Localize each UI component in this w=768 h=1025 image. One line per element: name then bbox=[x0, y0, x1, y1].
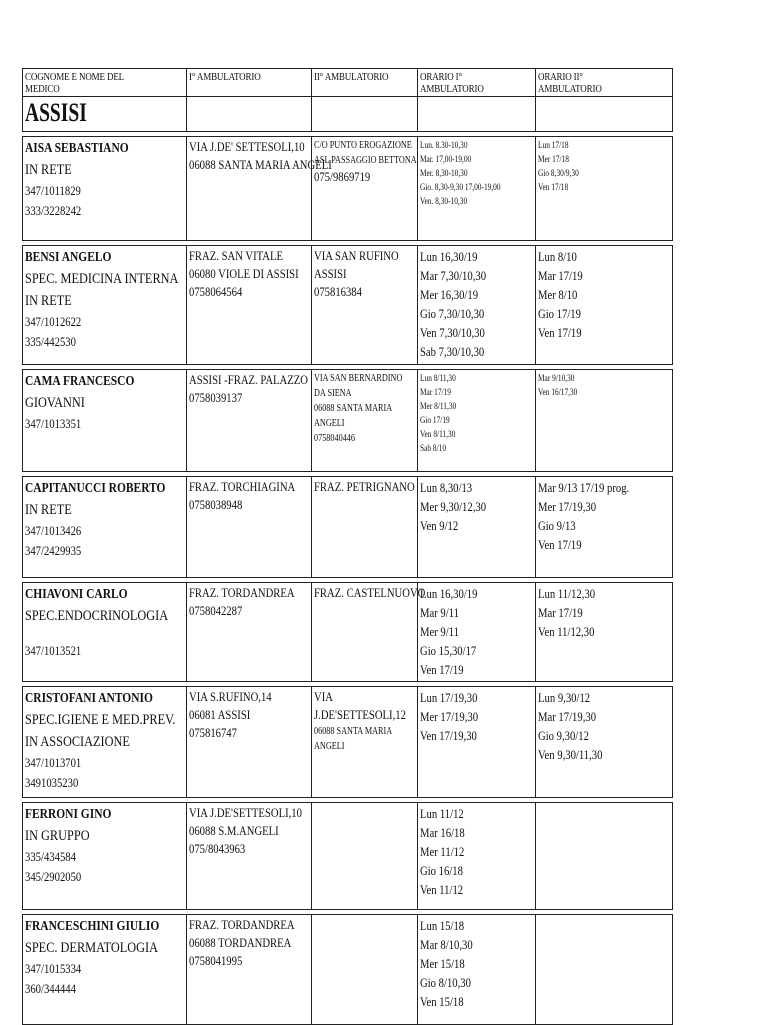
doctor-info: SPEC.IGIENE E MED.PREV. bbox=[25, 712, 176, 728]
city-empty-cell bbox=[187, 97, 312, 132]
orario1-line: Mer 16,30/19 bbox=[420, 287, 479, 302]
table-row bbox=[23, 803, 673, 910]
orario2-line: Mer 17/19,30 bbox=[538, 499, 597, 514]
amb2-line: ANGELI bbox=[314, 418, 345, 429]
orario1-line: Ven 8/11,30 bbox=[420, 429, 456, 439]
orario1-line: Mar 7,30/10,30 bbox=[420, 268, 487, 283]
doctor-info: GIOVANNI bbox=[25, 395, 85, 411]
orario1-cell bbox=[418, 687, 536, 798]
amb2-cell bbox=[312, 583, 426, 682]
amb1-line: 075/8043963 bbox=[189, 841, 246, 856]
doctor-name: FERRONI GINO bbox=[25, 807, 112, 822]
city-empty-cell bbox=[418, 97, 536, 132]
orario2-cell bbox=[536, 803, 673, 910]
doctor-name: CHIAVONI CARLO bbox=[25, 587, 128, 602]
orario2-line: Ven 16/17,30 bbox=[538, 387, 578, 397]
amb1-line: 06088 S.M.ANGELI bbox=[189, 823, 279, 838]
doctor-cell bbox=[23, 137, 187, 241]
orario1-line: Gio 15,30/17 bbox=[420, 643, 477, 658]
table-row bbox=[23, 915, 673, 1025]
orario2-cell bbox=[536, 687, 673, 798]
doctor-phone: 347/1011829 bbox=[25, 183, 81, 198]
orario1-line: Ven 17/19 bbox=[420, 662, 464, 677]
orario2-cell bbox=[536, 477, 673, 578]
orario2-line: Gio 9,30/12 bbox=[538, 728, 589, 743]
amb1-line: 0758038948 bbox=[189, 497, 243, 512]
orario2-cell bbox=[536, 370, 673, 472]
orario2-line: Lun 8/10 bbox=[538, 249, 577, 264]
orario1-line: Mer 11/12 bbox=[420, 844, 465, 859]
amb2-cell bbox=[312, 137, 418, 241]
doctor-name: AISA SEBASTIANO bbox=[25, 141, 129, 156]
orario1-line: Lun. 8.30-10,30 bbox=[420, 140, 468, 150]
doctor-name: CRISTOFANI ANTONIO bbox=[25, 691, 153, 706]
doctor-info: IN GRUPPO bbox=[25, 828, 90, 844]
doctor-info: SPEC. DERMATOLOGIA bbox=[25, 940, 159, 956]
amb1-line: 0758039137 bbox=[189, 390, 243, 405]
amb1-line: 06088 SANTA MARIA ANGELI bbox=[189, 157, 332, 172]
orario2-line: Lun 11/12,30 bbox=[538, 586, 596, 601]
doctor-cell bbox=[23, 915, 187, 1025]
doctor-phone: 347/1013701 bbox=[25, 755, 82, 770]
orario1-line: Mer 9/11 bbox=[420, 624, 459, 639]
doctor-cell bbox=[23, 583, 187, 682]
orario2-cell bbox=[536, 583, 673, 682]
orario2-line: Ven 11/12,30 bbox=[538, 624, 595, 639]
amb2-cell bbox=[312, 246, 418, 365]
doctor-info: SPEC. MEDICINA INTERNA bbox=[25, 271, 179, 287]
amb2-line: ASL PASSAGGIO BETTONA bbox=[314, 155, 417, 166]
amb2-line: VIA SAN RUFINO bbox=[314, 248, 399, 263]
amb1-cell bbox=[187, 915, 312, 1025]
orario2-line: Ven 17/19 bbox=[538, 537, 582, 552]
orario2-line: Ven 9,30/11,30 bbox=[538, 747, 603, 762]
amb1-line: FRAZ. TORDANDREA bbox=[189, 917, 295, 932]
doctor-info: IN RETE bbox=[25, 293, 72, 309]
city-cell bbox=[23, 97, 187, 132]
orario1-line: Mar 9/11 bbox=[420, 605, 459, 620]
orario2-line: Ven 17/19 bbox=[538, 325, 582, 340]
amb1-cell bbox=[187, 137, 332, 241]
doctor-phone: 347/1013351 bbox=[25, 416, 82, 431]
table-row bbox=[23, 370, 673, 472]
table-row bbox=[23, 137, 673, 241]
doctor-cell bbox=[23, 803, 187, 910]
doctor-phone: 347/1013521 bbox=[25, 643, 82, 658]
amb1-cell bbox=[187, 370, 312, 472]
doctor-phone: 335/442530 bbox=[25, 334, 76, 349]
amb1-line: 0758064564 bbox=[189, 284, 243, 299]
amb1-line: 06088 TORDANDREA bbox=[189, 935, 292, 950]
amb1-cell bbox=[187, 583, 312, 682]
header-orario1: ORARIO I° AMBULATORIO bbox=[418, 69, 536, 97]
amb2-line: 06088 SANTA MARIA bbox=[314, 726, 393, 737]
orario2-line: Mer 8/10 bbox=[538, 287, 578, 302]
amb2-cell bbox=[312, 370, 418, 472]
doctor-info: IN RETE bbox=[25, 162, 72, 178]
doctor-info: IN ASSOCIAZIONE bbox=[25, 734, 130, 750]
doctor-phone: 347/1012622 bbox=[25, 314, 82, 329]
orario1-line: Lun 15/18 bbox=[420, 918, 465, 933]
doctor-cell bbox=[23, 477, 187, 578]
orario1-line: Gio. 8,30-9,30 17,00-19,00 bbox=[420, 182, 501, 192]
doctor-cell bbox=[23, 370, 187, 472]
orario2-line: Mar 17/19 bbox=[538, 268, 583, 283]
doctor-phone: 347/1015334 bbox=[25, 961, 82, 976]
amb2-line: 06088 SANTA MARIA bbox=[314, 403, 393, 414]
doctor-cell bbox=[23, 687, 187, 798]
amb2-line: ANGELI bbox=[314, 741, 345, 752]
orario1-cell bbox=[418, 246, 536, 365]
amb1-line: VIA J.DE' SETTESOLI,10 bbox=[189, 139, 305, 154]
orario1-line: Ven 15/18 bbox=[420, 994, 464, 1009]
orario2-line: Lun 17/18 bbox=[538, 140, 569, 150]
amb2-line: VIA SAN BERNARDINO bbox=[314, 373, 403, 384]
table-row bbox=[23, 687, 673, 798]
doctor-phone: 347/1013426 bbox=[25, 523, 82, 538]
city-empty-cell bbox=[312, 97, 418, 132]
orario1-cell bbox=[418, 583, 536, 682]
city-empty-cell bbox=[536, 97, 673, 132]
orario2-line: Mar 9/10,30 bbox=[538, 373, 575, 383]
orario1-cell bbox=[418, 370, 536, 472]
orario1-line: Sab 7,30/10,30 bbox=[420, 344, 485, 359]
amb1-line: 06081 ASSISI bbox=[189, 707, 251, 722]
orario1-line: Mer 9,30/12,30 bbox=[420, 499, 487, 514]
orario1-line: Lun 11/12 bbox=[420, 806, 464, 821]
amb1-cell bbox=[187, 246, 312, 365]
table-row bbox=[23, 583, 673, 682]
amb2-line: J.DE'SETTESOLI,12 bbox=[314, 707, 406, 722]
orario1-line: Mer. 8,30-10,30 bbox=[420, 168, 468, 178]
orario2-line: Ven 17/18 bbox=[538, 182, 569, 192]
orario1-line: Mer 17/19,30 bbox=[420, 709, 479, 724]
amb2-line: 075/9869719 bbox=[314, 169, 371, 184]
orario1-line: Ven 17/19,30 bbox=[420, 728, 477, 743]
doctor-info: IN RETE bbox=[25, 502, 72, 518]
orario1-line: Lun 16,30/19 bbox=[420, 249, 478, 264]
orario1-line: Mar 16/18 bbox=[420, 825, 465, 840]
orario2-line: Mer 17/18 bbox=[538, 154, 569, 164]
orario1-line: Mer 15/18 bbox=[420, 956, 465, 971]
orario2-line: Gio 9/13 bbox=[538, 518, 576, 533]
orario1-line: Mar. 17,00-19,00 bbox=[420, 154, 472, 164]
orario1-line: Gio 8/10,30 bbox=[420, 975, 471, 990]
orario2-cell bbox=[536, 137, 673, 241]
orario1-cell bbox=[418, 803, 536, 910]
header-medico: COGNOME E NOME DEL MEDICO bbox=[23, 69, 187, 97]
orario1-line: Mer 8/11,30 bbox=[420, 401, 457, 411]
orario1-line: Lun 8,30/13 bbox=[420, 480, 473, 495]
orario2-line: Gio 8,30/9,30 bbox=[538, 168, 579, 178]
amb1-line: 075816747 bbox=[189, 725, 237, 740]
amb2-cell bbox=[312, 803, 418, 910]
doctor-phone: 345/2902050 bbox=[25, 869, 82, 884]
orario1-line: Mar 17/19 bbox=[420, 387, 451, 397]
amb2-line: 0758040446 bbox=[314, 433, 355, 444]
orario2-cell bbox=[536, 915, 673, 1025]
orario1-line: Lun 17/19,30 bbox=[420, 690, 478, 705]
amb2-cell bbox=[312, 915, 418, 1025]
amb1-line: FRAZ. TORDANDREA bbox=[189, 585, 295, 600]
orario2-line: Lun 9,30/12 bbox=[538, 690, 591, 705]
amb2-line: FRAZ. PETRIGNANO bbox=[314, 479, 415, 494]
amb1-cell bbox=[187, 687, 312, 798]
amb2-line: DA SIENA bbox=[314, 388, 352, 399]
doctor-name: FRANCESCHINI GIULIO bbox=[25, 919, 160, 934]
orario2-cell bbox=[536, 246, 673, 365]
doctor-name: CAMA FRANCESCO bbox=[25, 374, 135, 389]
amb1-line: 0758042287 bbox=[189, 603, 243, 618]
amb1-cell bbox=[187, 477, 312, 578]
amb1-line: 0758041995 bbox=[189, 953, 243, 968]
orario2-line: Mar 17/19,30 bbox=[538, 709, 597, 724]
doctor-name: CAPITANUCCI ROBERTO bbox=[25, 481, 166, 496]
orario1-cell bbox=[418, 477, 536, 578]
header-amb2: II° AMBULATORIO bbox=[312, 69, 418, 97]
amb1-line: ASSISI -FRAZ. PALAZZO bbox=[189, 372, 308, 387]
amb1-line: VIA S.RUFINO,14 bbox=[189, 689, 272, 704]
orario1-line: Gio 7,30/10,30 bbox=[420, 306, 485, 321]
orario1-line: Lun 16,30/19 bbox=[420, 586, 478, 601]
city-label: ASSISI bbox=[25, 98, 87, 127]
orario1-line: Sab 8/10 bbox=[420, 443, 447, 453]
orario1-line: Mar 8/10,30 bbox=[420, 937, 473, 952]
doctor-phone: 347/2429935 bbox=[25, 543, 82, 558]
doctor-phone: 3491035230 bbox=[25, 775, 79, 790]
orario1-cell bbox=[418, 137, 536, 241]
doctor-table bbox=[22, 68, 673, 1025]
amb2-line: VIA bbox=[314, 689, 333, 704]
doctor-phone: 333/3228242 bbox=[25, 203, 82, 218]
amb2-line: 075816384 bbox=[314, 284, 362, 299]
doctor-name: BENSI ANGELO bbox=[25, 250, 112, 265]
amb1-line: FRAZ. TORCHIAGINA bbox=[189, 479, 296, 494]
doctor-phone: 335/434584 bbox=[25, 849, 76, 864]
orario1-line: Gio 17/19 bbox=[420, 415, 450, 425]
amb2-line: C/O PUNTO EROGAZIONE bbox=[314, 140, 412, 151]
orario1-line: Ven. 8,30-10,30 bbox=[420, 196, 468, 206]
doctor-info: SPEC.ENDOCRINOLOGIA bbox=[25, 608, 169, 624]
orario1-line: Ven 9/12 bbox=[420, 518, 459, 533]
header-orario2: ORARIO II° AMBULATORIO bbox=[536, 69, 673, 97]
orario1-line: Ven 11/12 bbox=[420, 882, 464, 897]
table-row bbox=[23, 477, 673, 578]
orario1-cell bbox=[418, 915, 536, 1025]
header-amb1: I° AMBULATORIO bbox=[187, 69, 312, 97]
amb1-line: FRAZ. SAN VITALE bbox=[189, 248, 284, 263]
doctor-phone: 360/344444 bbox=[25, 981, 76, 996]
orario2-line: Gio 17/19 bbox=[538, 306, 581, 321]
amb1-cell bbox=[187, 803, 312, 910]
amb2-cell bbox=[312, 687, 418, 798]
amb1-line: 06080 VIOLE DI ASSISI bbox=[189, 266, 299, 281]
doctor-table-document bbox=[22, 68, 672, 1025]
table-header bbox=[23, 69, 673, 97]
orario1-line: Ven 7,30/10,30 bbox=[420, 325, 485, 340]
amb2-line: FRAZ. CASTELNUOVO bbox=[314, 585, 426, 600]
amb2-line: ASSISI bbox=[314, 266, 347, 281]
amb2-cell bbox=[312, 477, 418, 578]
city-row bbox=[23, 97, 673, 132]
doctor-cell bbox=[23, 246, 187, 365]
orario2-line: Mar 17/19 bbox=[538, 605, 583, 620]
orario2-line: Mar 9/13 17/19 prog. bbox=[538, 480, 630, 495]
table-row bbox=[23, 246, 673, 365]
orario1-line: Lun 8/11,30 bbox=[420, 373, 456, 383]
orario1-line: Gio 16/18 bbox=[420, 863, 463, 878]
doctor-phone bbox=[25, 627, 184, 641]
amb1-line: VIA J.DE'SETTESOLI,10 bbox=[189, 805, 302, 820]
